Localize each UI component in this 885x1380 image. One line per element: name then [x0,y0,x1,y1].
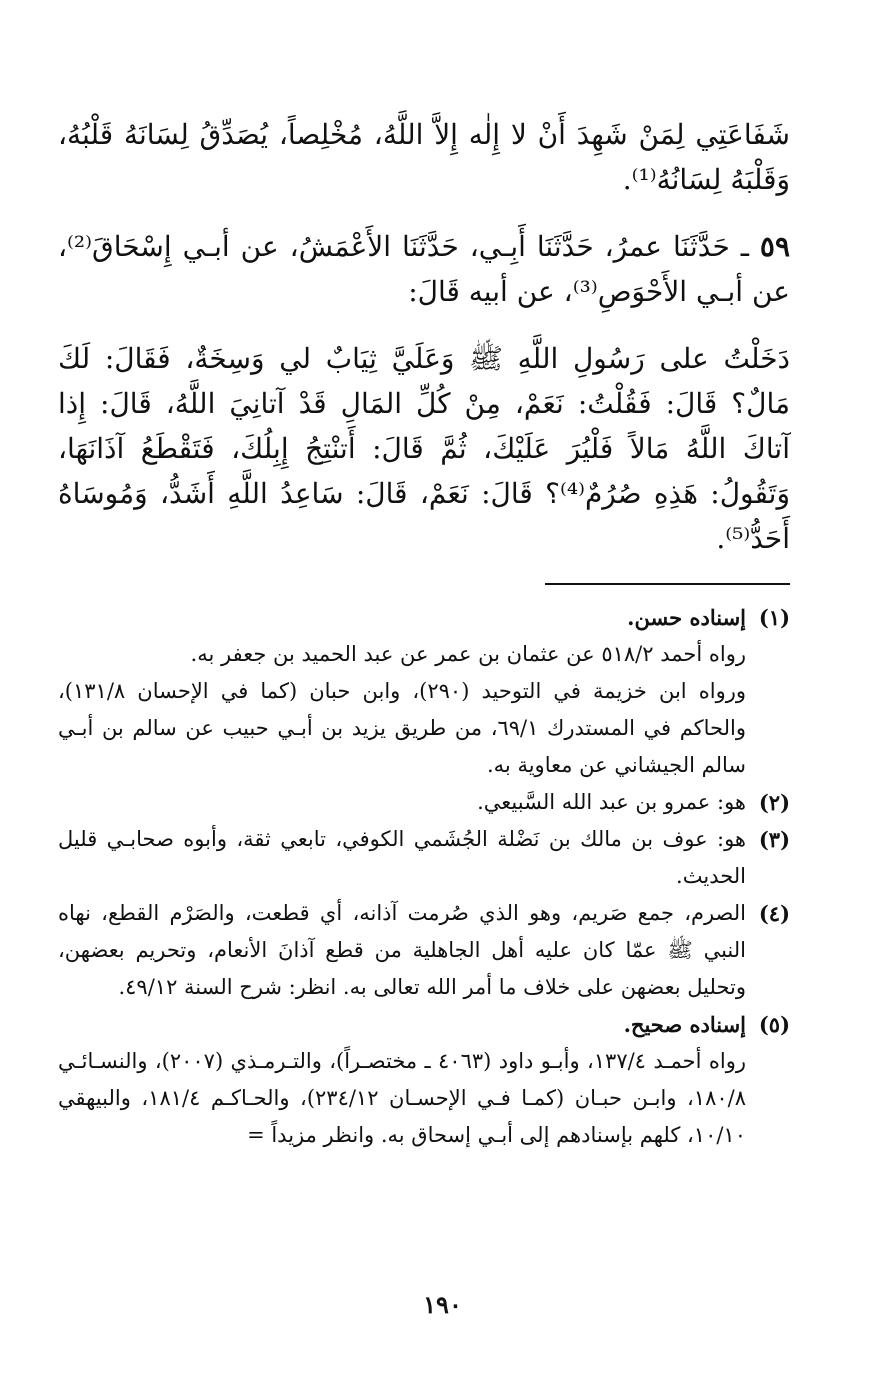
spacer [58,202,790,224]
footnote-grading: إسناده صحيح. [623,1012,746,1037]
footnote-number: (٥) [758,1012,790,1037]
footnote-number: (٤) [758,901,790,926]
hadith-ending-paragraph: شَفَاعَتِي لِمَنْ شَهِدَ أَنْ لا إِلٰه إِلاَّ اللَّهُ، مُخْلِصاً، يُصَدِّقُ لِسَانَهُ قَلْبُهُ، وَقَلْبَهُ لِسَانُهُ⁽¹⁾. [58,118,790,196]
footnote-1-line-1: رواه أحمد ٥١٨/٢ عن عثمان بن عمر عن عبد الحميد بن جعفر به. [190,642,746,666]
footnote-4 [58,895,790,1006]
spacer [58,314,790,336]
hadith-number: ٥٩ [759,230,790,263]
footnote-1 [58,599,790,636]
footnote-2 [58,784,790,821]
footnote-3 [58,821,790,895]
footnote-separator [545,583,790,585]
footnotes [58,599,790,1154]
footnote-1-line-2: ورواه ابن خزيمة في التوحيد (٢٩٠)، وابن حبان (كما في الإحسان ١٣١/٨)، والحاكم في المستدرك ٦٩/١، من طريق يزيد بن أبـي حبيب عن سالم بن أبـي سالم الجيشاني عن معاوية به. [58,679,746,777]
footnote-text: هو: عوف بن مالك بن نَضْلة الجُشَمي الكوفي، تابعي ثقة، وأبوه صحابـي قليل الحديث. [58,827,746,888]
hadith-59-text: دَخَلْتُ على رَسُولِ اللَّهِ ﷺ وَعَلَيَّ ثِيَابٌ لي وَسِخَةٌ، فَقَالَ: لَكَ مَالٌ؟ قَالَ: فَقُلْتُ: نَعَمْ، مِنْ كُلِّ المَالِ قَدْ آتانِيَ اللَّهُ، قَالَ: إِذا آتاكَ اللَّهُ مَالاً فَلْيُرَ عَلَيْكَ، ثُمَّ قَالَ: أَتنْتِجُ إِبِلُكَ، فَتَقْطَعُ آذَانَهَا، وَتَقُولُ: هَذِهِ صُرُمٌ⁽⁴⁾؟ قَالَ: نَعَمْ، قَالَ: سَاعِدُ اللَّهِ أَشَدُّ، وَمُوسَاهُ أَحَدُّ⁽⁵⁾. [58,342,790,555]
hadith-59-chain [58,224,790,314]
hadith-chain-text: ـ حَدَّثَنَا عمرُ، حَدَّثَنَا أَبِـي، حَدَّثَنَا الأَعْمَشُ، عن أبـي إِسْحَاقَ⁽²⁾، عن أبـي الأَحْوَصِ⁽³⁾، عن أبيه قَالَ: [58,230,790,308]
page-number: ١٩٠ [423,1290,462,1319]
footnote-grading: إسناده حسن. [627,605,746,630]
footnote-number: (٢) [758,790,790,815]
footnote-5-line-1: رواه أحمـد ١٣٧/٤، وأبـو داود (٤٠٦٣ ـ مختصـراً)، والتـرمـذي (٢٠٠٧)، والنسـائـي ١٨٠/٨، وابـن حبـان (كمـا فـي الإحسـان ٢٣٤/١٢)، والحـاكـم ١٨١/٤، والبيهقي ١٠/١٠، كلهم بإسنادهم إلى أبـي إسحاق به. وانظر مزيداً = [58,1049,746,1147]
footnote-number: (١) [758,605,790,630]
page-content [58,112,790,1154]
footnote-5 [58,1006,790,1043]
footnote-text: هو: عمرو بن عبد الله السَّبيعي. [477,790,746,814]
footnote-text: الصرم، جمع صَريم، وهو الذي صُرمت آذانه، أي قطعت، والصَرْم القطع، نهاه النبي ﷺ عمّا كان عليه أهل الجاهلية من قطع آذانَ الأنعام، وتحريم بعضهن، وتحليل بعضهن على خلاف ما أمر الله تعالى به. انظر: شرح السنة ٤٩/١٢. [58,901,747,999]
footnote-number: (٣) [758,827,790,852]
